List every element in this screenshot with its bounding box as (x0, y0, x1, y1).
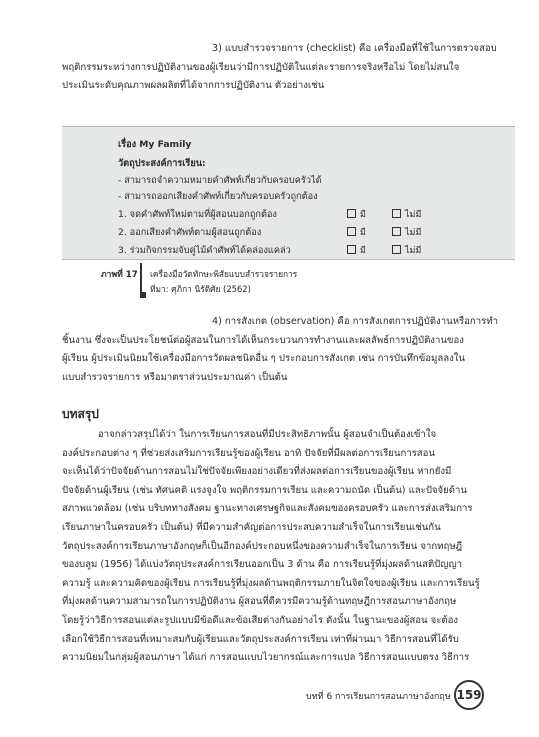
no-label: ไม่มี (405, 228, 422, 238)
no-checkbox (392, 243, 421, 257)
yes-checkbox (347, 207, 366, 221)
checkbox-icon (347, 209, 356, 218)
paragraph-line: เรียนภาษาในครอบครัว เป็นต้น) ที่มีความสำคัญต่อการประสบความสำเร็จในการเรียนเช่นกัน (62, 521, 441, 533)
checkbox-icon (347, 227, 356, 236)
summary-paragraph (62, 426, 514, 668)
caption-divider (140, 263, 142, 295)
paragraph-line: ที่มุ่งผลด้านความสามารถในการปฏิบัติงาน ผู้สอนที่ดีควรมีความรู้ด้านทฤษฎีการสอนภาษาอังกฤษ (62, 596, 457, 608)
paragraph-line: 3) แบบสำรวจรายการ (checklist) คือ เครื่องมือที่ใช้ในการตรวจสอบ (212, 43, 497, 54)
objective-item: - สามารถออกเสียงคำศัพท์เกี่ยวกับครอบครัวถูกต้อง (118, 191, 318, 202)
yes-checkbox (347, 243, 366, 257)
yes-label: มี (360, 246, 366, 256)
page-number: 159 (454, 680, 484, 710)
paragraph-line: 4) การสังเกต (observation) คือ การสังเกตการปฏิบัติงานหรือการทำ (212, 316, 498, 327)
checkbox-icon (347, 245, 356, 254)
observation-paragraph (62, 313, 514, 387)
paragraph-line: ผู้เรียน ผู้ประเมินนิยมใช้เครื่องมือการวัดผลชนิดอื่น ๆ ประกอบการสังเกต เช่น การบันทึกข้อมูลลงใน (62, 353, 466, 365)
paragraph-line: ชิ้นงาน ซึ่งจะเป็นประโยชน์ต่อผู้สอนในการได้เห็นกระบวนการทำงานและผลลัพธ์การปฏิบัติงานของ (62, 334, 464, 346)
figure-source: ที่มา: ศุภิกา นิรัติศัย (2562) (150, 284, 251, 294)
checkbox-icon (392, 245, 401, 254)
yes-checkbox (347, 225, 366, 239)
checkbox-icon (392, 209, 401, 218)
paragraph-line: อาจกล่าวสรุปได้ว่า ในการเรียนการสอนที่มีประสิทธิภาพนั้น ผู้สอนจำเป็นต้องเข้าใจ (98, 429, 437, 440)
paragraph-line: ประเมินระดับคุณภาพผลผลิตที่ได้จากการปฏิบัติงาน ตัวอย่างเช่น (62, 80, 325, 92)
paragraph-line: เลือกใช้วิธีการสอนที่เหมาะสมกับผู้เรียนและวัตถุประสงค์การเรียน เท่าที่ผ่านมา วิธีการสอนที่ได้รับ (62, 633, 459, 645)
paragraph-line: องค์ประกอบต่าง ๆ ที่ช่วยส่งเสริมการเรียนรู้ของผู้เรียน อาทิ ปัจจัยที่มีผลต่อการเรียนการสอน (62, 447, 435, 459)
chapter-footer: บทที่ 6 การเรียนการสอนภาษาอังกฤษ (306, 692, 451, 702)
no-label: ไม่มี (405, 210, 422, 220)
checklist-item: 1. จดคำศัพท์ใหม่ตามที่ผู้สอนบอกถูกต้อง (118, 209, 277, 220)
no-checkbox (392, 225, 421, 239)
paragraph-line: สภาพแวดล้อม (เช่น บริบททางสังคม ฐานะทางเศรษฐกิจและสังคมของครอบครัว และการส่งเสริมการ (62, 503, 473, 515)
paragraph-line: แบบสำรวจรายการ หรือมาตราส่วนประมาณค่า เป็นต้น (62, 371, 288, 383)
checklist-paragraph (62, 40, 514, 96)
checkbox-icon (392, 227, 401, 236)
lesson-title: เรื่อง My Family (118, 139, 192, 150)
no-label: ไม่มี (405, 246, 422, 256)
objective-item: - สามารถจำความหมายคำศัพท์เกี่ยวกับครอบครัวได้ (118, 175, 322, 186)
figure-caption: เครื่องมือวัดทักษะพิสัยแบบสำรวจรายการ (150, 269, 298, 279)
paragraph-line: ของบลูม (1956) ได้แบ่งวัตถุประสงค์การเรียนออกเป็น 3 ด้าน คือ การเรียนรู้ที่มุ่งผลด้านสติปัญญา (62, 559, 463, 571)
checklist-item: 3. ร่วมกิจกรรมจับคู่ไม้คำศัพท์ได้คล่องแคล่ว (118, 245, 291, 256)
checklist-item: 2. ออกเสียงคำศัพท์ตามผู้สอนถูกต้อง (118, 227, 262, 238)
yes-label: มี (360, 210, 366, 220)
paragraph-line: ความรู้ และความคิดของผู้เรียน การเรียนรู้ที่มุ่งผลด้านพฤติกรรมภายในจิตใจของผู้เรียน และการเรียนรู้ (62, 577, 480, 589)
paragraph-line: โดยรู้ว่าวิธีการสอนแต่ละรูปแบบมีข้อดีและข้อเสียต่างกันอย่างไร ดังนั้น ในฐานะของผู้สอน จะต้อง (62, 614, 459, 626)
objective-heading: วัตถุประสงค์การเรียน: (118, 158, 206, 169)
no-checkbox (392, 207, 421, 221)
paragraph-line: จะเห็นได้ว่าปัจจัยด้านการสอนไม่ใช่ปัจจัยเพียงอย่างเดียวที่ส่งผลต่อการเรียนของผู้เรียน หากยังมี (62, 466, 452, 478)
paragraph-line: พฤติกรรมระหว่างการปฏิบัติงานของผู้เรียนว่ามีการปฏิบัติในแต่ละรายการจริงหรือไม่ โดยไม่สนใจ (62, 61, 460, 73)
yes-label: มี (360, 228, 366, 238)
section-title: บทสรุป (62, 407, 99, 421)
paragraph-line: ปัจจัยด้านผู้เรียน (เช่น ทัศนคติ แรงจูงใจ พฤติกรรมการเรียน และความถนัด เป็นต้น) และปัจจัยด้าน (62, 484, 467, 496)
paragraph-line: วัตถุประสงค์การเรียนภาษาอังกฤษก็เป็นอีกองค์ประกอบหนึ่งของความสำเร็จในการเรียน จากทฤษฎี (62, 540, 463, 552)
figure-label: ภาพที่ 17 (101, 270, 138, 280)
paragraph-line: ความนิยมในกลุ่มผู้สอนภาษา ได้แก่ การสอนแบบไวยากรณ์และการแปล วิธีการสอนแบบตรง วิธีการ (62, 652, 470, 664)
checklist-example-box (62, 126, 515, 260)
